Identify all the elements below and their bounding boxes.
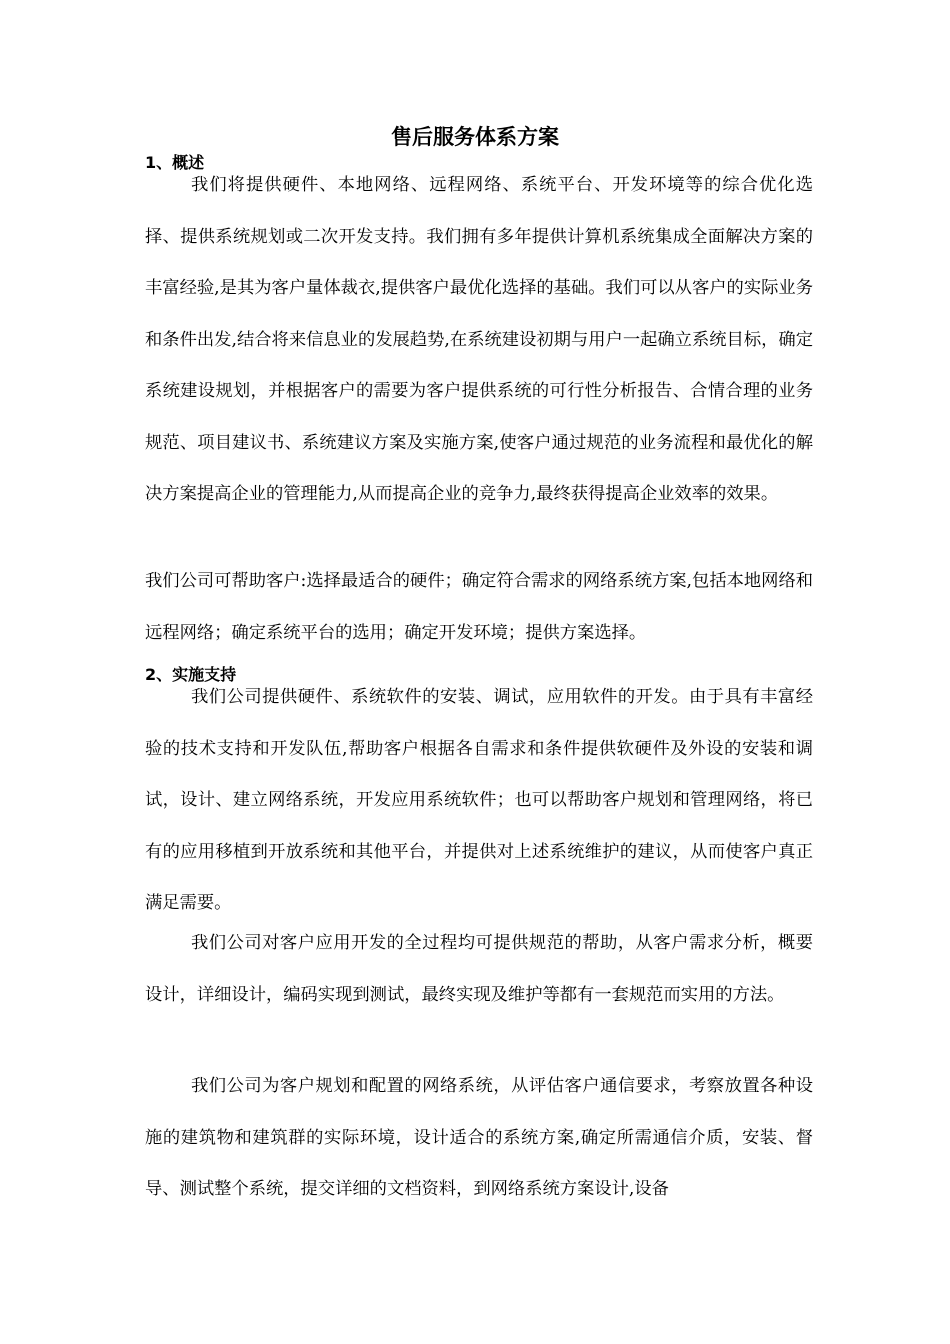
- section-heading-implementation: 2、实施支持: [145, 665, 237, 684]
- paragraph-implementation-main: 我们公司提供硬件、系统软件的安装、调试，应用软件的开发。由于具有丰富经验的技术支持和开发队伍,帮助客户根据各自需求和条件提供软硬件及外设的安装和调试，设计、建立网络系统，开发应用系统软件；也可以帮助客户规划和管理网络，将已有的应用移植到开放系统和其他平台，并提供对上述系统维护的建议，从而使客户真正满足需要。: [145, 687, 813, 913]
- paragraph-overview-help: 我们公司可帮助客户:选择最适合的硬件；确定符合需求的网络系统方案,包括本地网络和远程网络；确定系统平台的选用；确定开发环境；提供方案选择。: [145, 571, 814, 643]
- paragraph-overview-main: 我们将提供硬件、本地网络、远程网络、系统平台、开发环境等的综合优化选择、提供系统规划或二次开发支持。我们拥有多年提供计算机系统集成全面解决方案的丰富经验,是其为客户量体裁衣,提供客户最优化选择的基础。我们可以从客户的实际业务和条件出发,结合将来信息业的发展趋势,在系统建设初期与用户一起确立系统目标，确定系统建设规划，并根据客户的需要为客户提供系统的可行性分析报告、合情合理的业务规范、项目建议书、系统建议方案及实施方案,使客户通过规范的业务流程和最优化的解决方案提高企业的管理能力,从而提高企业的竞争力,最终获得提高企业效率的效果。: [145, 175, 813, 504]
- section-heading-overview: 1、概述: [145, 153, 205, 172]
- document-title: 售后服务体系方案: [391, 125, 559, 149]
- paragraph-implementation-dev: 我们公司对客户应用开发的全过程均可提供规范的帮助，从客户需求分析，概要设计，详细设计，编码实现到测试，最终实现及维护等都有一套规范而实用的方法。: [145, 933, 813, 1005]
- paragraph-implementation-network: 我们公司为客户规划和配置的网络系统，从评估客户通信要求，考察放置各种设施的建筑物和建筑群的实际环境，设计适合的系统方案,确定所需通信介质，安装、督导、测试整个系统，提交详细的文档资料，到网络系统方案设计,设备: [145, 1076, 813, 1199]
